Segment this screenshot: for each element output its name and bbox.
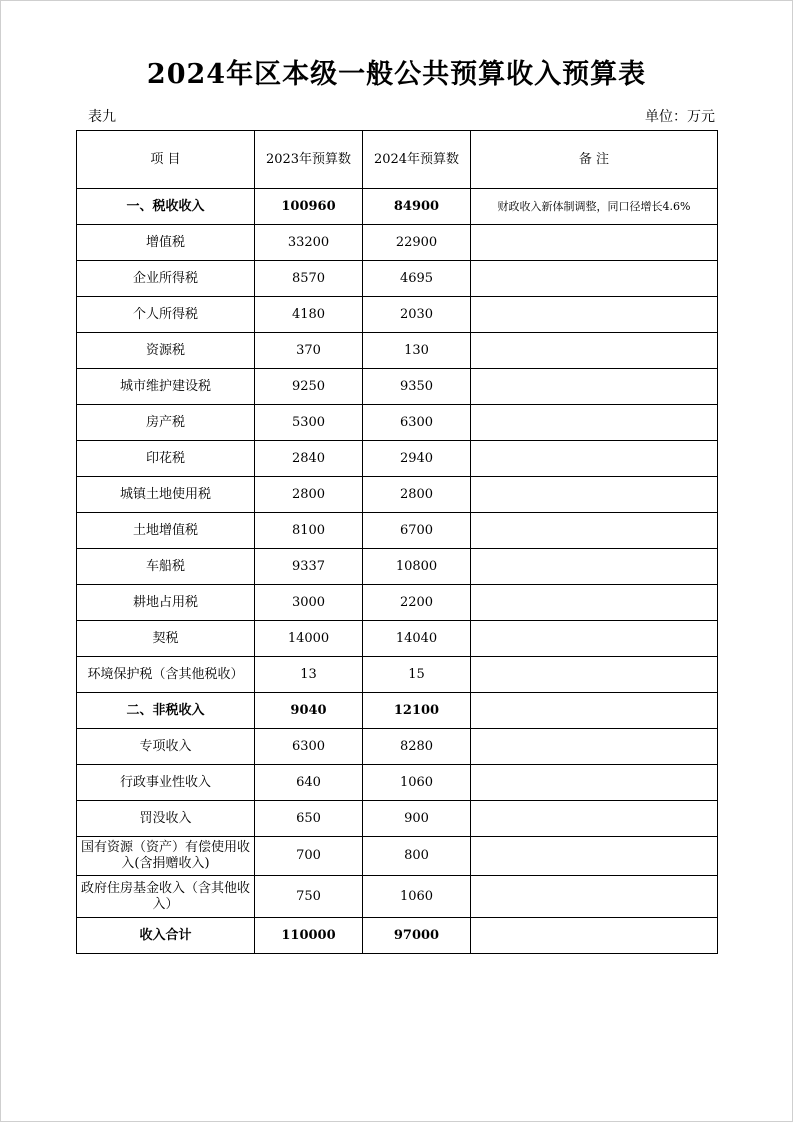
row-2023: 2800 (255, 477, 363, 513)
table-row (77, 441, 718, 477)
row-note (471, 801, 718, 837)
row-2023: 33200 (255, 225, 363, 261)
row-2024: 1060 (363, 765, 471, 801)
row-2023: 370 (255, 333, 363, 369)
row-item: 耕地占用税 (77, 585, 255, 621)
row-2023: 9337 (255, 549, 363, 585)
row-2024: 6700 (363, 513, 471, 549)
header-budget-2024: 2024年预算数 (363, 131, 471, 189)
table-label: 表九 (88, 109, 116, 125)
row-item: 二、非税收入 (77, 693, 255, 729)
row-2024: 4695 (363, 261, 471, 297)
row-2023: 6300 (255, 729, 363, 765)
row-2023: 4180 (255, 297, 363, 333)
row-2024: 900 (363, 801, 471, 837)
row-item: 一、税收收入 (77, 189, 255, 225)
row-2023: 9250 (255, 369, 363, 405)
table-row (77, 729, 718, 765)
row-note (471, 297, 718, 333)
row-2023: 2840 (255, 441, 363, 477)
row-item: 个人所得税 (77, 297, 255, 333)
row-2024: 15 (363, 657, 471, 693)
row-note (471, 477, 718, 513)
row-item: 车船税 (77, 549, 255, 585)
row-item: 资源税 (77, 333, 255, 369)
row-item: 行政事业性收入 (77, 765, 255, 801)
table-row (77, 801, 718, 837)
table-row (77, 261, 718, 297)
row-2024: 2800 (363, 477, 471, 513)
row-item: 房产税 (77, 405, 255, 441)
row-item: 罚没收入 (77, 801, 255, 837)
row-note (471, 918, 718, 954)
table-row (77, 765, 718, 801)
row-2023: 3000 (255, 585, 363, 621)
row-note (471, 369, 718, 405)
row-2024: 2030 (363, 297, 471, 333)
budget-table (76, 130, 718, 954)
table-row (77, 297, 718, 333)
row-note (471, 333, 718, 369)
row-note (471, 225, 718, 261)
row-2024: 10800 (363, 549, 471, 585)
table-row (77, 225, 718, 261)
row-note (471, 657, 718, 693)
row-note (471, 621, 718, 657)
header-budget-2023: 2023年预算数 (255, 131, 363, 189)
row-2023: 110000 (255, 918, 363, 954)
table-row (77, 657, 718, 693)
row-2024: 130 (363, 333, 471, 369)
table-row-non-tax-revenue (77, 693, 718, 729)
row-2023: 13 (255, 657, 363, 693)
table-row (77, 477, 718, 513)
row-note (471, 693, 718, 729)
table-row (77, 876, 718, 918)
row-note (471, 405, 718, 441)
table-header-row (77, 131, 718, 189)
row-item: 专项收入 (77, 729, 255, 765)
row-note (471, 513, 718, 549)
table-row (77, 513, 718, 549)
row-note (471, 765, 718, 801)
row-2024: 2200 (363, 585, 471, 621)
table-row (77, 369, 718, 405)
row-2024: 22900 (363, 225, 471, 261)
row-2023: 8570 (255, 261, 363, 297)
table-row (77, 549, 718, 585)
unit-label: 单位：万元 (645, 109, 715, 125)
table-row (77, 585, 718, 621)
header-note: 备 注 (471, 131, 718, 189)
row-2023: 750 (255, 876, 363, 918)
row-item: 政府住房基金收入（含其他收入） (77, 876, 255, 918)
row-item: 企业所得税 (77, 261, 255, 297)
table-row (77, 333, 718, 369)
row-note (471, 837, 718, 876)
row-2023: 9040 (255, 693, 363, 729)
row-2024: 2940 (363, 441, 471, 477)
row-2024: 8280 (363, 729, 471, 765)
row-2024: 9350 (363, 369, 471, 405)
table-row (77, 621, 718, 657)
row-2023: 100960 (255, 189, 363, 225)
row-item: 国有资源（资产）有偿使用收入(含捐赠收入) (77, 837, 255, 876)
row-item: 城镇土地使用税 (77, 477, 255, 513)
row-note (471, 585, 718, 621)
table-row (77, 405, 718, 441)
row-item: 环境保护税（含其他税收） (77, 657, 255, 693)
row-note (471, 549, 718, 585)
row-item: 印花税 (77, 441, 255, 477)
table-row-total (77, 918, 718, 954)
row-note (471, 876, 718, 918)
row-note (471, 441, 718, 477)
row-item: 增值税 (77, 225, 255, 261)
page-title: 2024年区本级一般公共预算收入预算表 (146, 59, 647, 90)
row-item: 土地增值税 (77, 513, 255, 549)
row-2024: 1060 (363, 876, 471, 918)
row-note: 财政收入新体制调整，同口径增长4.6% (471, 189, 718, 225)
row-2023: 8100 (255, 513, 363, 549)
row-2023: 700 (255, 837, 363, 876)
header-item: 项 目 (77, 131, 255, 189)
table-row (77, 837, 718, 876)
row-note (471, 261, 718, 297)
row-2024: 97000 (363, 918, 471, 954)
row-2024: 84900 (363, 189, 471, 225)
row-2023: 640 (255, 765, 363, 801)
row-2024: 14040 (363, 621, 471, 657)
row-2024: 800 (363, 837, 471, 876)
row-2023: 5300 (255, 405, 363, 441)
row-2023: 14000 (255, 621, 363, 657)
row-item: 城市维护建设税 (77, 369, 255, 405)
row-note (471, 729, 718, 765)
row-2024: 6300 (363, 405, 471, 441)
table-row-tax-revenue (77, 189, 718, 225)
row-item: 收入合计 (77, 918, 255, 954)
row-2024: 12100 (363, 693, 471, 729)
row-2023: 650 (255, 801, 363, 837)
row-item: 契税 (77, 621, 255, 657)
